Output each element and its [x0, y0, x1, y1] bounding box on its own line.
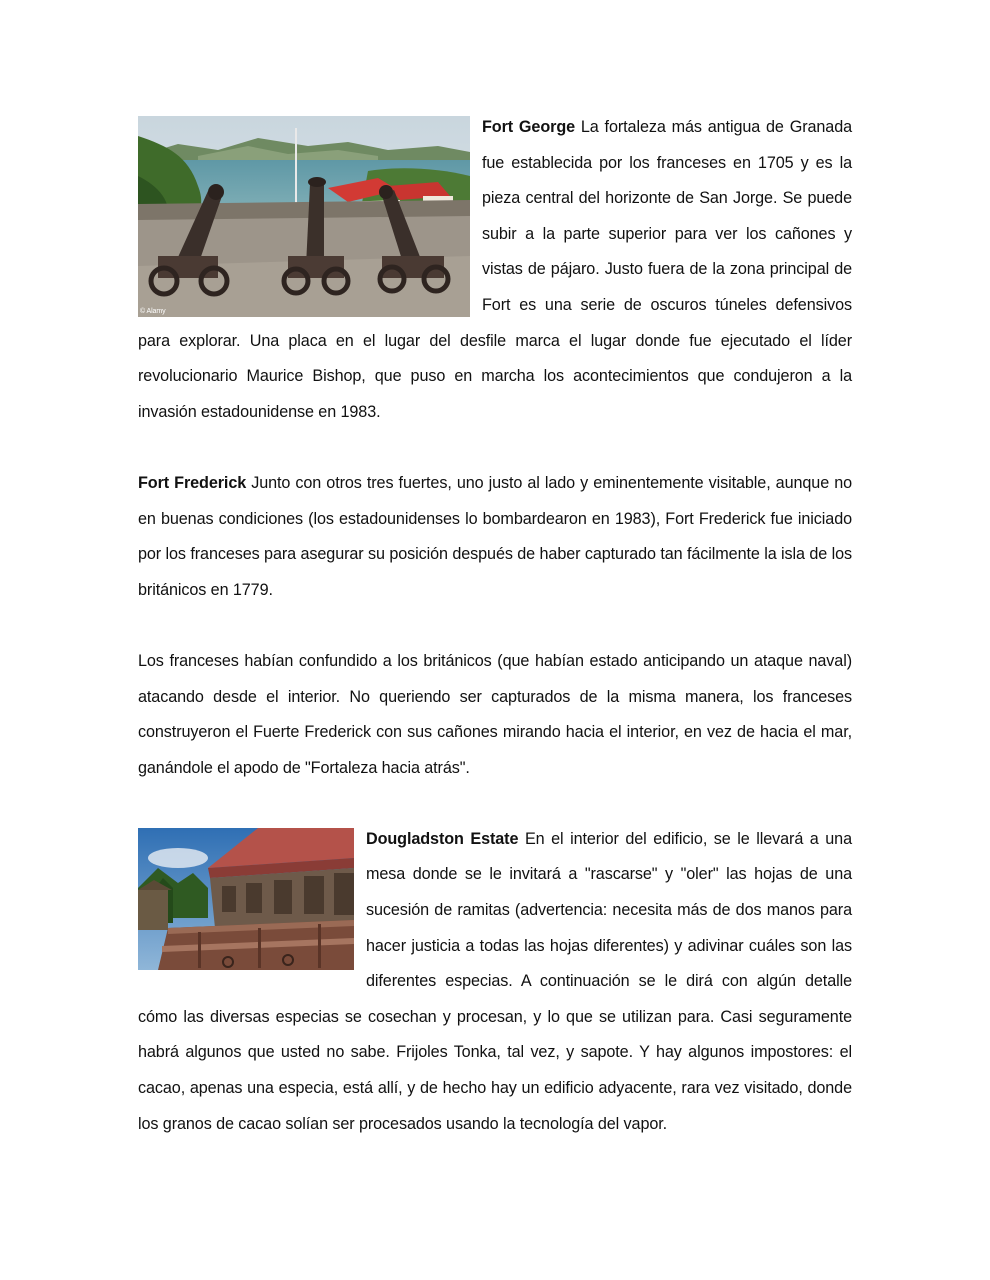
paragraph-fort-george: [138, 110, 852, 430]
dougladston-estate-photo: [138, 828, 354, 970]
body-fort-frederick: Junto con otros tres fuertes, uno justo al lado y eminentemente visitable, aunque no en buenas condiciones (los estadounidenses lo bombardearon en 1983), Fort Frederick fue iniciado por los franceses para asegurar su posición después de haber capturado tan fácilmente la isla de los británicos en 1779.: [138, 473, 852, 599]
document-page: [138, 110, 852, 1178]
heading-fort-frederick: Fort Frederick: [138, 473, 247, 492]
photo-credit: © Alamy: [140, 308, 166, 315]
heading-fort-george: Fort George: [482, 118, 576, 136]
body-backwards-fort: Los franceses habían confundido a los británicos (que habían estado anticipando un ataque naval) atacando desde el interior. No queriendo ser capturados de la misma manera, los franceses construyeron el Fuerte Frederick con sus cañones mirando hacia el interior, en vez de hacia el mar, ganándole el apodo de "Fortaleza hacia atrás".: [138, 651, 852, 777]
paragraph-dougladston-estate: [138, 822, 852, 1142]
body-dougladston-estate: En el interior del edificio, se le llevará a una mesa donde se le invitará a "rascarse" y "oler" las hojas de una sucesión de ramitas (advertencia: necesita más de dos manos para hacer justicia a todas las hojas diferentes) y adivinar cuáles son las diferentes especias. A continuación se le dirá con algún detalle cómo las diversas especias se cosechan y procesan, y lo que se utilizan para. Casi seguramente habrá algunos que usted no sabe. Frijoles Tonka, tal vez, y sapote. Y hay algunos impostores: el cacao, apenas una especia, está allí, y de hecho hay un edificio adyacente, rara vez visitado, donde los granos de cacao solían ser procesados usando la tecnología del vapor.: [138, 829, 852, 1133]
paragraph-backwards-fort: [138, 644, 852, 786]
body-fort-george: La fortaleza más antigua de Granada fue establecida por los franceses en 1705 y es la pieza central del horizonte de San Jorge. Se puede subir a la parte superior para ver los cañones y vistas de pájaro. Justo fuera de la zona principal de Fort es una serie de oscuros túneles defensivos para explorar. Una placa en el lugar del desfile marca el lugar donde fue ejecutado el líder revolucionario Maurice Bishop, que puso en marcha los acontecimientos que condujeron a la invasión estadounidense en 1983.: [138, 118, 852, 421]
heading-dougladston-estate: Dougladston Estate: [366, 829, 519, 848]
fort-george-cannons-photo: [138, 116, 470, 317]
paragraph-fort-frederick: [138, 466, 852, 608]
